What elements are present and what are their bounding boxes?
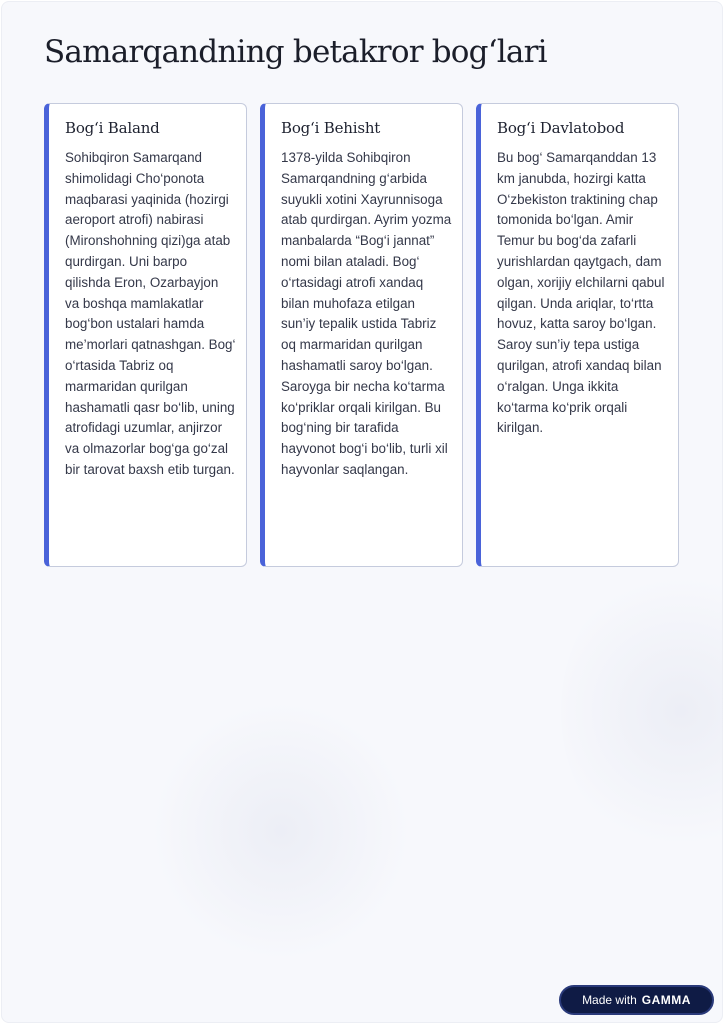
slide-page — [1, 1, 723, 1023]
card-title: Bog‘i Davlatobod — [497, 119, 625, 137]
card-bogi-baland — [44, 103, 247, 567]
badge-prefix: Made with — [582, 993, 637, 1007]
background-decoration — [561, 561, 723, 861]
card-body: 1378-yilda Sohibqiron Samarqandning g‘arbida suyukli xotini Xayrunnisoga atab qurdirgan. Ayrim yozma manbalarda “Bog‘i jannat” nomi bilan ataladi. Bog‘ o‘rtasidagi atrofi xandaq bilan muhofaza etilgan sun’iy tepalik ustida Tabriz oq marmaridan qurilgan hashamatli saroy bo‘lgan. Saroyga bir necha ko‘tarma ko‘priklar orqali kirilgan. Bu bog‘ning bir tarafida hayvonot bog‘i bo‘lib, turli xil hayvonlar saqlangan. — [281, 150, 452, 477]
made-with-gamma-badge[interactable] — [559, 985, 714, 1015]
gamma-logo-text: GAMMA — [641, 993, 691, 1007]
background-decoration — [151, 701, 411, 961]
card-title: Bog‘i Baland — [65, 119, 160, 137]
card-body: Bu bog‘ Samarqanddan 13 km janubda, hozirgi katta O‘zbekiston traktining chap tomonida bo‘lgan. Amir Temur bu bog‘da zafarli yurishlardan qaytgach, dam olgan, xorijiy elchilarni qabul qilgan. Unda ariqlar, to‘rtta hovuz, katta saroy bo‘lgan. Saroy sun’iy tepa ustiga qurilgan, atrofi xandaq bilan o‘ralgan. Unga ikkita ko‘tarma ko‘prik orqali kirilgan. — [497, 150, 665, 436]
card-bogi-behisht — [260, 103, 463, 567]
card-title: Bog‘i Behisht — [281, 119, 381, 137]
card-bogi-davlatobod — [476, 103, 679, 567]
card-body: Sohibqiron Samarqand shimolidagi Cho‘ponota maqbarasi yaqinida (hozirgi aeroport atrofi) nabirasi (Mironshohning qizi)ga atab qurdirgan. Uni barpo qilishda Eron, Ozarbayjon va boshqa mamlakatlar bog‘bon ustalari hamda me’morlari qatnashgan. Bog‘ o‘rtasida Tabriz oq marmaridan qurilgan hashamatli qasr bo‘lib, uning atrofidagi uzumlar, anjirzor va olmazorlar bog‘ga go‘zal bir tarovat baxsh etib turgan. — [65, 150, 236, 477]
page-title: Samarqandning betakror bog‘lari — [44, 34, 547, 70]
